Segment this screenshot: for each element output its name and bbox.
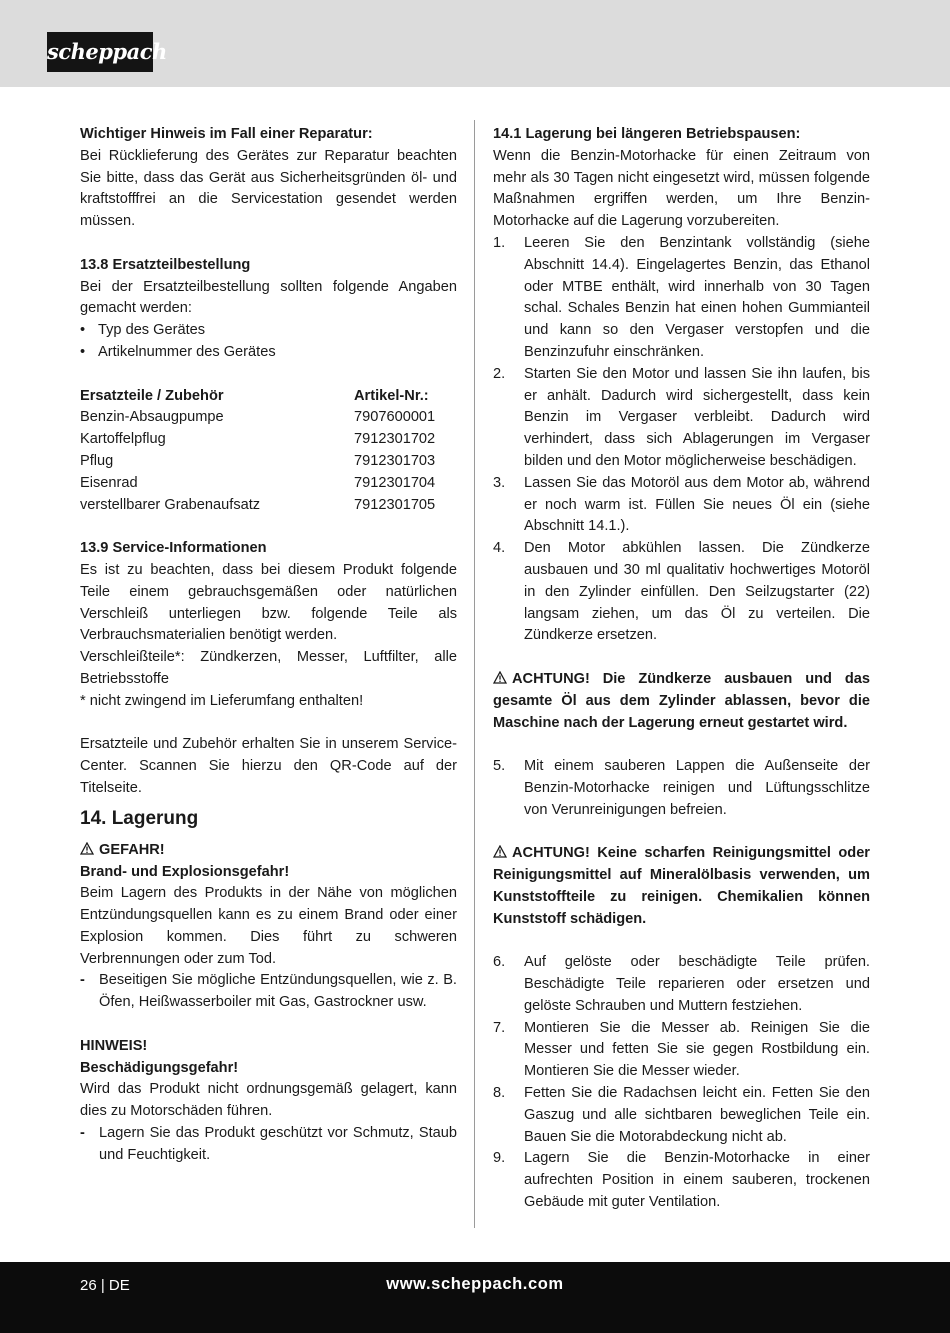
part-name: Benzin-Absaugpumpe xyxy=(80,409,224,426)
numbered-step xyxy=(493,233,870,364)
step-text: Mit einem sauberen Lappen die Außenseite der Benzin-Motorhacke reinigen und Lüftungsschlitze von Verunreinigungen befreien. xyxy=(524,758,870,818)
caution-note-2 xyxy=(493,843,870,930)
list-item xyxy=(80,320,457,342)
section-13-9-text: Es ist zu beachten, dass bei diesem Produkt folgende Teile einem gebrauchsgemäßen oder natürlichen Verschleiß unterliegen bzw. folgende Teile als Verbrauchsmaterialien benötigt werden. xyxy=(80,561,457,644)
table-row xyxy=(80,473,457,495)
list-item-text: Beseitigen Sie mögliche Entzündungsquellen, wie z. B. Öfen, Heißwasserboiler mit Gas, Gastrockner usw. xyxy=(99,972,457,1011)
step-text: Den Motor abkühlen lassen. Die Zündkerze ausbauen und 30 ml qualitativ hochwertiges Motoröl in den Zylinder einfüllen. Den Seilzugstarter (22) langsam ziehen, um das Öl zu verteilen. Die Zündkerze ersetzen. xyxy=(524,540,870,644)
page-footer xyxy=(0,1262,950,1333)
numbered-step xyxy=(493,1083,870,1148)
part-name: verstellbarer Grabenaufsatz xyxy=(80,496,261,513)
list-item xyxy=(80,970,457,1014)
part-name: Pflug xyxy=(80,452,114,469)
caution-note-1-text: ACHTUNG! Die Zündkerze ausbauen und das gesamte Öl aus dem Zylinder ablassen, bevor die Maschine nach der Lagerung erneut gestartet wird. xyxy=(493,670,870,731)
table-row xyxy=(80,429,457,451)
delivery-note: * nicht zwingend im Lieferumfang enthalten! xyxy=(80,692,364,709)
list-item-text: Typ des Gerätes xyxy=(98,322,206,339)
numbered-step xyxy=(493,1148,870,1213)
numbered-step xyxy=(493,538,870,647)
section-14-1-title: 14.1 Lagerung bei längeren Betriebspausen: xyxy=(493,126,801,142)
step-number: 9. xyxy=(493,1150,506,1167)
left-column xyxy=(80,124,457,1167)
part-number: 7912301703 xyxy=(354,452,436,469)
table-header-row xyxy=(80,386,457,408)
numbered-step xyxy=(493,756,870,821)
part-name: Kartoffelpflug xyxy=(80,431,166,448)
numbered-step xyxy=(493,364,870,473)
website-link[interactable]: www.scheppach.com xyxy=(386,1275,564,1293)
caution-note-1 xyxy=(493,669,870,734)
step-number: 3. xyxy=(493,474,506,491)
bullet-marker: • xyxy=(80,343,86,360)
step-text: Starten Sie den Motor und lassen Sie ihn laufen, bis er anhält. Dadurch wird sichergestellt, dass kein Benzin im Vergaser verbleibt. Dadurch wird verhindert, dass sich Ablagerungen im Vergaser bilden und den Motor möglicherweise beschädigen. xyxy=(524,365,870,469)
step-text: Auf gelöste oder beschädigte Teile prüfen. Beschädigte Teile reparieren oder ersetzen und gelöste Schrauben und Muttern festziehen. xyxy=(524,954,870,1014)
service-center-text: Ersatzteile und Zubehör erhalten Sie in unserem Service-Center. Scannen Sie hierzu den QR-Code auf der Titelseite. xyxy=(80,736,457,796)
list-item-text: Lagern Sie das Produkt geschützt vor Schmutz, Staub und Feuchtigkeit. xyxy=(99,1125,457,1163)
warning-triangle-icon xyxy=(493,845,507,858)
column-divider xyxy=(474,120,475,1228)
list-item xyxy=(80,1123,457,1167)
numbered-step xyxy=(493,1018,870,1083)
list-item xyxy=(80,342,457,364)
brand-logo xyxy=(47,32,167,72)
part-name: Eisenrad xyxy=(80,474,138,491)
right-column xyxy=(493,124,870,1214)
warning-triangle-icon xyxy=(493,671,507,684)
section-13-8-text: Bei der Ersatzteilbestellung sollten folgende Angaben gemacht werden: xyxy=(80,278,457,317)
step-number: 2. xyxy=(493,365,506,382)
step-number: 6. xyxy=(493,954,506,971)
section-13-9-title: 13.9 Service-Informationen xyxy=(80,540,267,557)
danger-subtitle: Brand- und Explosionsgefahr! xyxy=(80,863,290,880)
section-13-8-title: 13.8 Ersatzteilbestellung xyxy=(80,256,251,273)
part-number: 7912301704 xyxy=(354,474,436,491)
repair-text: Bei Rücklieferung des Gerätes zur Reparatur beachten Sie bitte, dass das Gerät aus Sicherheitsgründen öl- und kraftstofffrei an die Servicestation gesendet werden müssen. xyxy=(80,147,457,230)
danger-label-text: GEFAHR! xyxy=(99,841,165,858)
notice-subtitle: Beschädigungsgefahr! xyxy=(80,1059,239,1076)
brand-logo-text: scheppach xyxy=(47,39,167,64)
table-row xyxy=(80,451,457,473)
parts-header-number: Artikel-Nr.: xyxy=(354,387,429,404)
step-text: Leeren Sie den Benzintank vollständig (siehe Abschnitt 14.4). Eingelagertes Benzin, das Ethanol oder MTBE enthält, wird innerhalb von 30 Tagen schal. Schales Benzin hat einen hohen Gummianteil und kann so den Vergaser verstopfen und die Benzinzufuhr einschränken. xyxy=(524,234,870,360)
section-14-title: 14. Lagerung xyxy=(80,807,199,829)
page-number: 26 | DE xyxy=(80,1277,130,1294)
step-text: Montieren Sie die Messer ab. Reinigen Sie die Messer und fetten Sie sie gegen Rostbildung ein. Montieren Sie die Messer wieder. xyxy=(524,1019,870,1080)
caution-note-2-text: ACHTUNG! Keine scharfen Reinigungsmittel oder Reinigungsmittel auf Mineralölbasis verwenden, um Kunststoffteile zu reinigen. Chemikalien können Kunststoff schädigen. xyxy=(493,845,870,927)
dash-marker: - xyxy=(80,1125,85,1142)
page-header xyxy=(0,0,950,87)
section-14-1-text: Wenn die Benzin-Motorhacke für einen Zeitraum von mehr als 30 Tagen nicht eingesetzt wird, müssen folgende Maßnahmen ergriffen werden, um Ihre Benzin-Motorhacke auf die Lagerung vorzubereiten. xyxy=(493,147,870,230)
table-row xyxy=(80,407,457,429)
numbered-step xyxy=(493,952,870,1017)
numbered-step xyxy=(493,473,870,538)
table-row xyxy=(80,495,457,517)
step-number: 8. xyxy=(493,1085,506,1102)
step-number: 5. xyxy=(493,758,506,775)
warning-triangle-icon xyxy=(80,842,94,855)
notice-text: Wird das Produkt nicht ordnungsgemäß gelagert, kann dies zu Motorschäden führen. xyxy=(80,1081,457,1120)
danger-text: Beim Lagern des Produkts in der Nähe von möglichen Entzündungsquellen kann es zu einem Brand oder einer Explosion kommen. Dies führt zu schweren Verbrennungen oder zum Tod. xyxy=(80,885,457,967)
step-text: Fetten Sie die Radachsen leicht ein. Fetten Sie den Gaszug und alle sichtbaren beweglichen Teile ein. Bauen Sie die Motorabdeckung nicht ab. xyxy=(524,1085,870,1145)
part-number: 7912301705 xyxy=(354,496,436,513)
step-text: Lagern Sie die Benzin-Motorhacke in einer aufrechten Position in einem sauberen, trockenen Gebäude mit guter Ventilation. xyxy=(524,1150,870,1211)
bullet-marker: • xyxy=(80,322,86,339)
notice-label: HINWEIS! xyxy=(80,1037,148,1054)
danger-label xyxy=(80,840,457,862)
wear-parts-text: Verschleißteile*: Zündkerzen, Messer, Luftfilter, alle Betriebsstoffe xyxy=(80,649,457,687)
list-item-text: Artikelnummer des Gerätes xyxy=(98,343,276,360)
step-number: 7. xyxy=(493,1019,506,1036)
parts-table xyxy=(80,386,457,517)
step-number: 4. xyxy=(493,540,506,557)
parts-header-name: Ersatzteile / Zubehör xyxy=(80,387,224,404)
step-number: 1. xyxy=(493,234,506,251)
dash-marker: - xyxy=(80,972,85,989)
part-number: 7912301702 xyxy=(354,431,436,448)
part-number: 7907600001 xyxy=(354,409,436,426)
repair-title: Wichtiger Hinweis im Fall einer Reparatur: xyxy=(80,126,373,142)
step-text: Lassen Sie das Motoröl aus dem Motor ab, während er noch warm ist. Füllen Sie neues Öl ein (siehe Abschnitt 14.1.). xyxy=(524,474,870,535)
